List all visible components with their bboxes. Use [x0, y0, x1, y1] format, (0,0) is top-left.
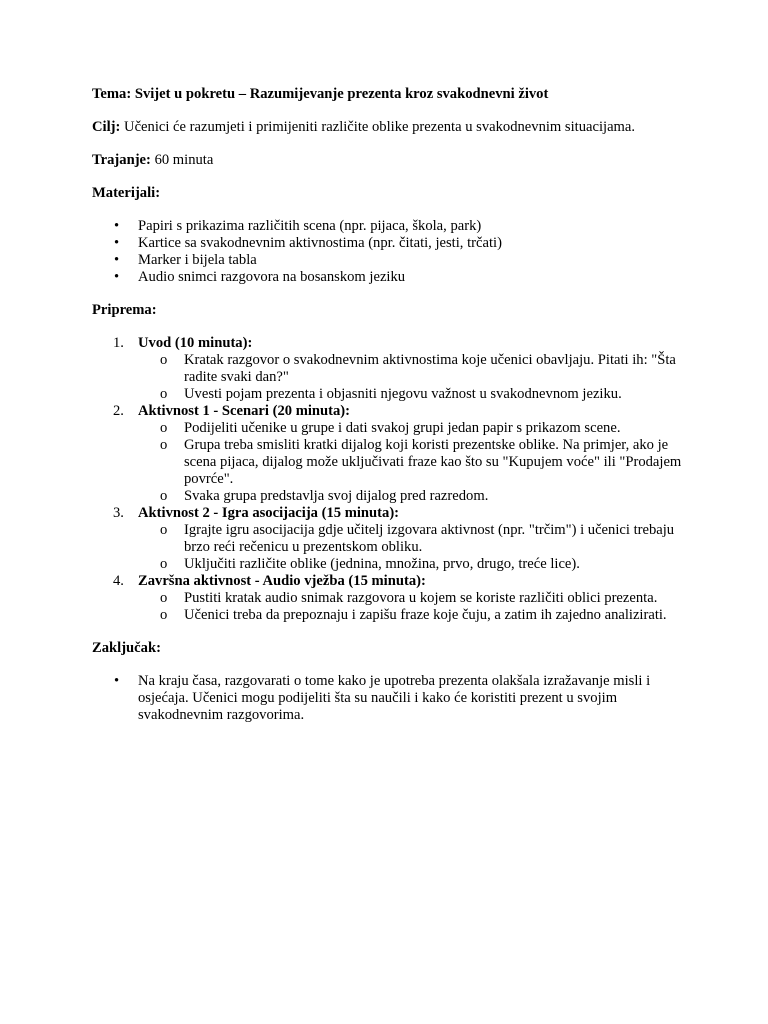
step-number: 1. [113, 335, 124, 351]
list-item: • Audio snimci razgovora na bosanskom jeziku [114, 269, 406, 285]
tema-value: Svijet u pokretu – Razumijevanje prezenta kroz svakodnevni život [134, 86, 549, 102]
circle-bullet-icon: o [160, 488, 168, 504]
list-item: • Papiri s prikazima različitih scena (npr. pijaca, škola, park) [114, 218, 482, 234]
sub-list-item: o Pustiti kratak audio snimak razgovora u kojem se koriste različiti oblici prezenta. [160, 590, 658, 606]
materijali-heading: Materijali: [92, 185, 161, 201]
step-title: Završna aktivnost - Audio vježba (15 minuta): [138, 573, 426, 589]
step-item [92, 573, 692, 624]
trajanje-line [92, 152, 692, 169]
materijali-list [92, 218, 692, 286]
circle-bullet-icon: o [160, 607, 168, 623]
step-number: 4. [113, 573, 124, 589]
step-title: Uvod (10 minuta): [138, 335, 253, 351]
step-sublist [138, 590, 692, 624]
step-item [92, 505, 692, 573]
circle-bullet-icon: o [160, 437, 168, 453]
sub-list-item: o Kratak razgovor o svakodnevnim aktivnostima koje učenici obavljaju. Pitati ih: "Šta radite svaki dan?" [160, 352, 676, 385]
trajanje-label: Trajanje: [92, 152, 151, 168]
circle-bullet-icon: o [160, 590, 168, 606]
cilj-label: Cilj: [92, 119, 121, 135]
step-sublist [138, 352, 692, 403]
list-item: • Marker i bijela tabla [114, 252, 257, 268]
sub-list-item: o Uvesti pojam prezenta i objasniti njegovu važnost u svakodnevnom jeziku. [160, 386, 622, 402]
step-sublist [138, 522, 692, 573]
circle-bullet-icon: o [160, 352, 168, 368]
bullet-icon: • [114, 252, 120, 268]
circle-bullet-icon: o [160, 420, 168, 436]
sub-list-item: o Igrajte igru asocijacija gdje učitelj izgovara aktivnost (npr. "trčim") i učenici trebaju brzo reći rečenicu u prezentskom obliku. [160, 522, 675, 555]
zakljucak-list [92, 673, 692, 724]
trajanje-value: 60 minuta [154, 152, 214, 168]
bullet-icon: • [114, 235, 120, 251]
step-item [92, 335, 692, 403]
bullet-icon: • [114, 218, 120, 234]
cilj-value: Učenici će razumjeti i primijeniti različite oblike prezenta u svakodnevnim situacijama. [124, 119, 636, 135]
step-title: Aktivnost 2 - Igra asocijacija (15 minuta): [138, 505, 400, 521]
priprema-steps [92, 335, 692, 624]
priprema-heading: Priprema: [92, 302, 157, 318]
circle-bullet-icon: o [160, 556, 168, 572]
step-sublist [138, 420, 692, 505]
list-item: • Na kraju časa, razgovarati o tome kako je upotreba prezenta olakšala izražavanje misli i osjećaja. Učenici mogu podijeliti šta su naučili i kako će koristiti prezent u svojim svakodnevnim razgovorima. [114, 673, 651, 723]
sub-list-item: o Grupa treba smisliti kratki dijalog koji koristi prezentske oblike. Na primjer, ako je scena pijaca, dijalog može uključivati fraze kao što su "Kupujem voće" ili "Prodajem povrće". [160, 437, 682, 487]
tema-label: Tema: [92, 86, 132, 102]
step-number: 3. [113, 505, 124, 521]
sub-list-item: o Podijeliti učenike u grupe i dati svakoj grupi jedan papir s prikazom scene. [160, 420, 621, 436]
cilj-line [92, 119, 692, 136]
bullet-icon: • [114, 673, 120, 689]
sub-list-item: o Učenici treba da prepoznaju i zapišu fraze koje čuju, a zatim ih zajedno analizirati. [160, 607, 667, 623]
list-item: • Kartice sa svakodnevnim aktivnostima (npr. čitati, jesti, trčati) [114, 235, 502, 251]
lesson-plan [92, 86, 692, 724]
sub-list-item: o Svaka grupa predstavlja svoj dijalog pred razredom. [160, 488, 489, 504]
step-number: 2. [113, 403, 124, 419]
step-title: Aktivnost 1 - Scenari (20 minuta): [138, 403, 351, 419]
zakljucak-heading: Zaključak: [92, 640, 161, 656]
tema-line [92, 86, 692, 103]
step-item [92, 403, 692, 505]
sub-list-item: o Uključiti različite oblike (jednina, množina, prvo, drugo, treće lice). [160, 556, 580, 572]
circle-bullet-icon: o [160, 522, 168, 538]
circle-bullet-icon: o [160, 386, 168, 402]
bullet-icon: • [114, 269, 120, 285]
